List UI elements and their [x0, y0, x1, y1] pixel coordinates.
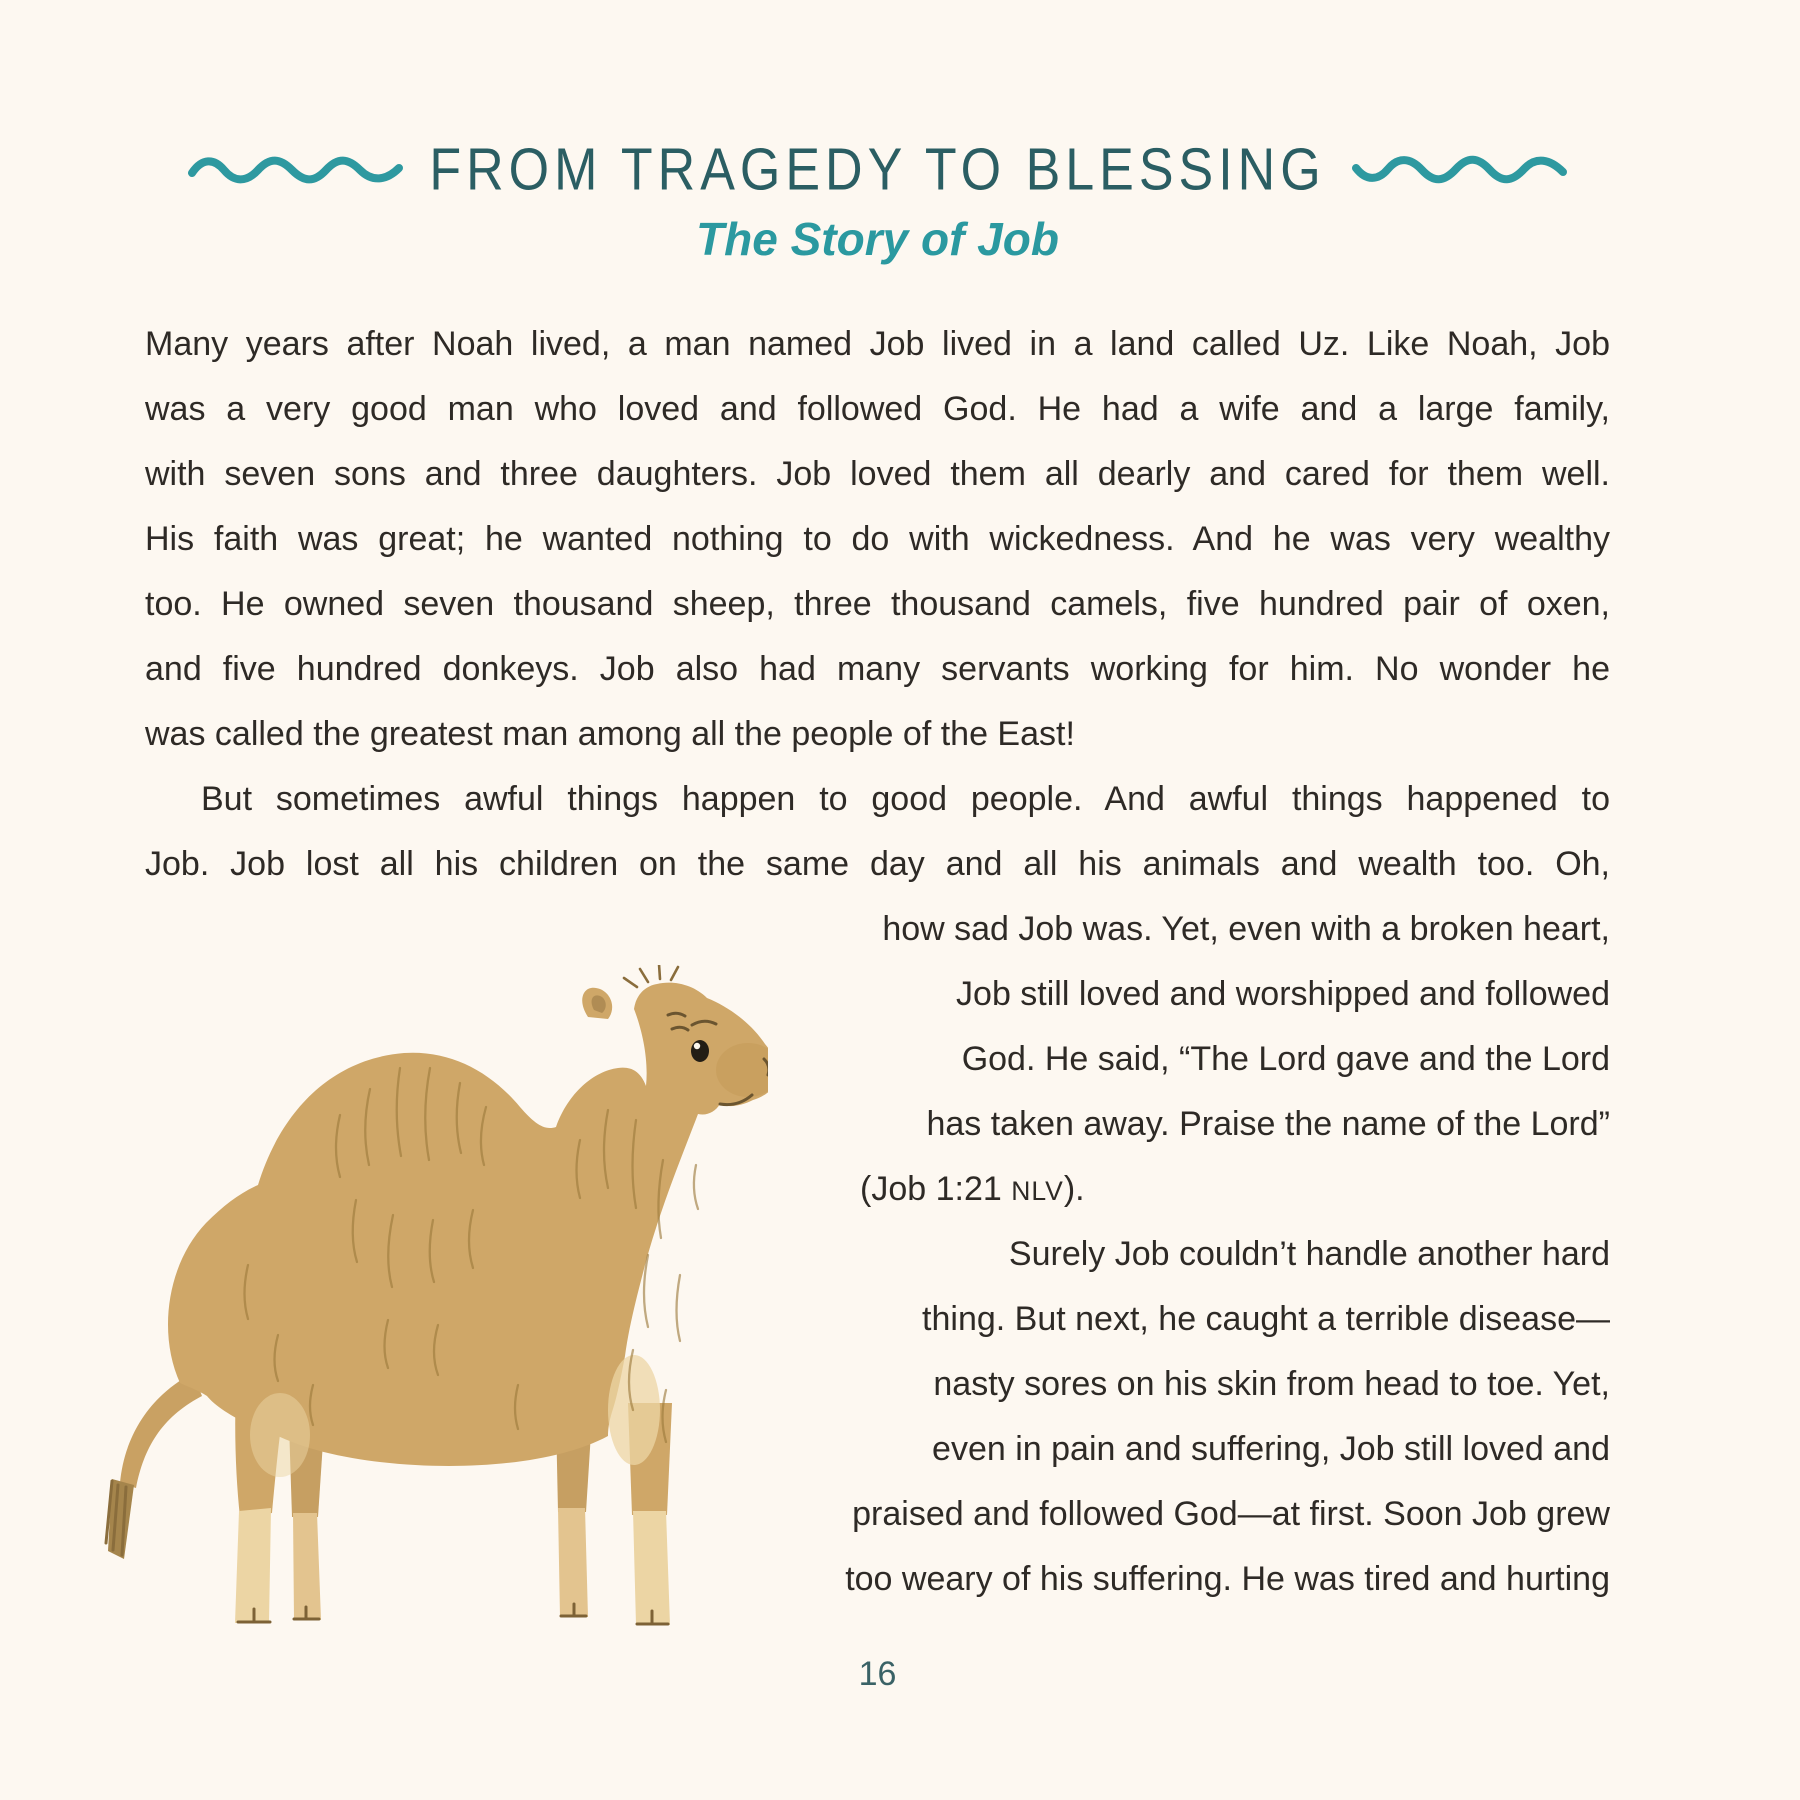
story-line: His faith was great; he wanted nothing to do with wickedness. And he was very wealthy: [145, 520, 1610, 558]
story-line: thing. But next, he caught a terrible disease—: [922, 1300, 1610, 1338]
scripture-reference-post: ).: [1063, 1170, 1085, 1208]
chapter-header: [145, 122, 1610, 218]
story-line: nasty sores on his skin from head to toe. Yet,: [933, 1365, 1610, 1403]
story-line: God. He said, “The Lord gave and the Lord: [961, 1040, 1610, 1078]
story-line: was a very good man who loved and followed God. He had a wife and a large family,: [145, 390, 1610, 428]
translation-abbreviation: NLV: [1011, 1176, 1064, 1206]
story-line: was called the greatest man among all the people of the East!: [145, 715, 1075, 753]
squiggle-right-icon: [1352, 152, 1567, 188]
squiggle-left-icon: [188, 152, 403, 188]
chapter-subtitle: The Story of Job: [696, 213, 1059, 265]
story-line: too. He owned seven thousand sheep, three thousand camels, five hundred pair of oxen,: [145, 585, 1610, 623]
story-line: praised and followed God—at first. Soon Job grew: [852, 1495, 1610, 1533]
story-line: with seven sons and three daughters. Job loved them all dearly and cared for them well.: [145, 455, 1610, 493]
story-line: how sad Job was. Yet, even with a broken heart,: [882, 910, 1610, 948]
story-line: and five hundred donkeys. Job also had many servants working for him. No wonder he: [145, 650, 1610, 688]
story-line: But sometimes awful things happen to good people. And awful things happened to: [201, 780, 1610, 818]
story-line: Surely Job couldn’t handle another hard: [1008, 1235, 1610, 1273]
story-line: Job. Job lost all his children on the same day and all his animals and wealth too. Oh,: [145, 845, 1610, 883]
story-line: Job still loved and worshipped and followed: [956, 975, 1610, 1013]
story-line: Many years after Noah lived, a man named Job lived in a land called Uz. Like Noah, Job: [145, 325, 1610, 363]
scripture-reference-pre: (Job 1:21: [860, 1170, 1012, 1208]
story-line: too weary of his suffering. He was tired and hurting: [845, 1560, 1610, 1598]
scripture-reference: [860, 1157, 1610, 1222]
story-paragraphs: [145, 312, 1610, 897]
page-number: 16: [858, 1655, 897, 1693]
story-wrapped-paragraphs: [700, 897, 1610, 1612]
page-title: FROM TRAGEDY TO BLESSING: [429, 136, 1326, 204]
story-line: even in pain and suffering, Job still loved and: [932, 1430, 1610, 1468]
story-line: has taken away. Praise the name of the Lord”: [926, 1105, 1610, 1143]
camel-illustration: [88, 965, 768, 1655]
